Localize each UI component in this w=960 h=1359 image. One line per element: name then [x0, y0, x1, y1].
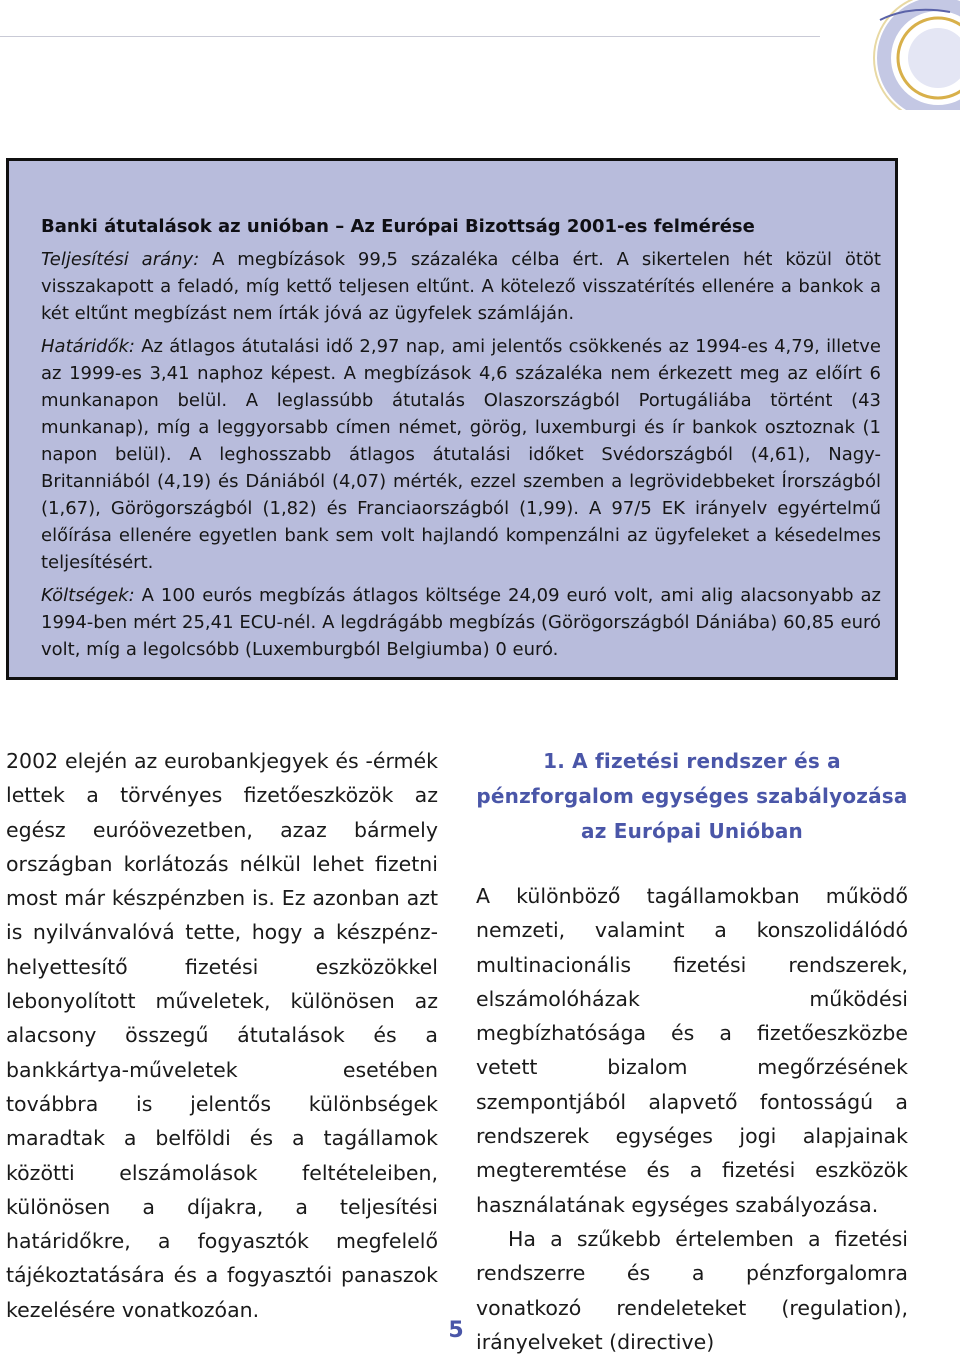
paragraph-lead: Költségek:: [41, 585, 135, 606]
left-column-text: 2002 elején az eurobankjegyek és -érmék lettek a törvényes fizetőeszközök az egész euróövezetben, azaz bármely országban korlátozás nélkül lehet fizetni most már készpénzben is. Ez azonban azt is nyilvánvalóvá tette, hogy a készpénz-helyettesítő fizetési eszközökkel lebonyolított műveletek, különösen az alacsony összegű átutalások és a bankkártya-műveletek esetében továbbra is jelentős különbségek maradtak a belföldi és a tagállamok közötti elszámolások feltételeiben, különösen a díjakra, a teljesítési határidőkre, a fogyasztók megfelelő tájékoztatására és a fogyasztói panaszok kezelésére vonatkozóan.: [6, 749, 438, 1322]
section-heading: 1. A fizetési rendszer és a pénzforgalom egységes szabályozása az Európai Unióban: [476, 749, 908, 843]
survey-box-content: [41, 213, 881, 669]
page-number: 5: [448, 1318, 464, 1343]
survey-box-title: Banki átutalások az unióban – Az Európai Bizottság 2001-es felmérése: [41, 216, 755, 237]
paragraph-text: Az átlagos átutalási idő 2,97 nap, ami jelentős csökkenés az 1994-es 4,79, illetve az 1999-es 3,41 naphoz képest. A megbízások 4,6 százaléka nem érkezett meg az előírt 6 munkanapon belül. A leglassúbb átutalás Olaszországból Portugáliába történt (43 munkanap), míg a leggyorsabb címen német, görög, luxemburgi és ír bankok osztoznak (1 napon belül). A leghosszabb átlagos átutalási időket Svédországból (4,61), Nagy-Britanniából (4,19) és Dániából (4,07) mérték, ezzel szemben a legrövidebbeket Írországból (1,67), Görögországból (1,82) és Franciaországból (1,99). A 97/5 EK irányelv egyértelmű előírása ellenére egyetlen bank sem volt hajlandó kompenzálni az ügyfeleket a késedelmes teljesítésért.: [41, 336, 881, 573]
paragraph-lead: Határidők:: [41, 336, 135, 357]
right-paragraph-1: A különböző tagállamokban működő nemzeti, valamint a konszolidálódó multinacionális fizetési rendszerek, elszámolóházak működési megbízhatósága és a fizetőeszközbe vetett bizalom megőrzésének szempontjából alapvető fontosságú a rendszerek egységes jogi alapjainak megteremtése és a fizetési eszközök használatának egységes szabályozása.: [476, 884, 908, 1217]
survey-paragraph-performance: [41, 246, 881, 327]
survey-box: [6, 158, 898, 680]
paragraph-text: A 100 eurós megbízás átlagos költsége 24,09 euró volt, ami alig alacsonyabb az 1994-ben mért 25,41 ECU-nél. A legdrágább megbízás (Görögországból Dániába) 60,85 euró volt, míg a legolcsóbb (Luxemburgból Belgiumba) 0 euró.: [41, 585, 881, 660]
survey-paragraph-deadlines: [41, 333, 881, 576]
right-column: [476, 744, 908, 1359]
paragraph-text: A megbízások 99,5 százaléka célba ért. A sikertelen hét közül ötöt visszakapott a feladó, míg kettő teljesen eltűnt. A kötelező visszatérítés ellenére a bankok a két eltűnt megbízást nem írták jóvá az ügyfelek számláján.: [41, 249, 881, 324]
right-paragraph-2: Ha a szűkebb értelemben a fizetési rendszerre és a pénzforgalomra vonatkozó rendeleteket (regulation), irányelveket (directive): [476, 1226, 908, 1354]
eu-emblem-icon: [820, 0, 960, 110]
survey-paragraph-costs: [41, 582, 881, 663]
paragraph-lead: Teljesítési arány:: [41, 249, 200, 270]
top-rule: [0, 36, 820, 37]
left-column: [6, 744, 438, 1327]
